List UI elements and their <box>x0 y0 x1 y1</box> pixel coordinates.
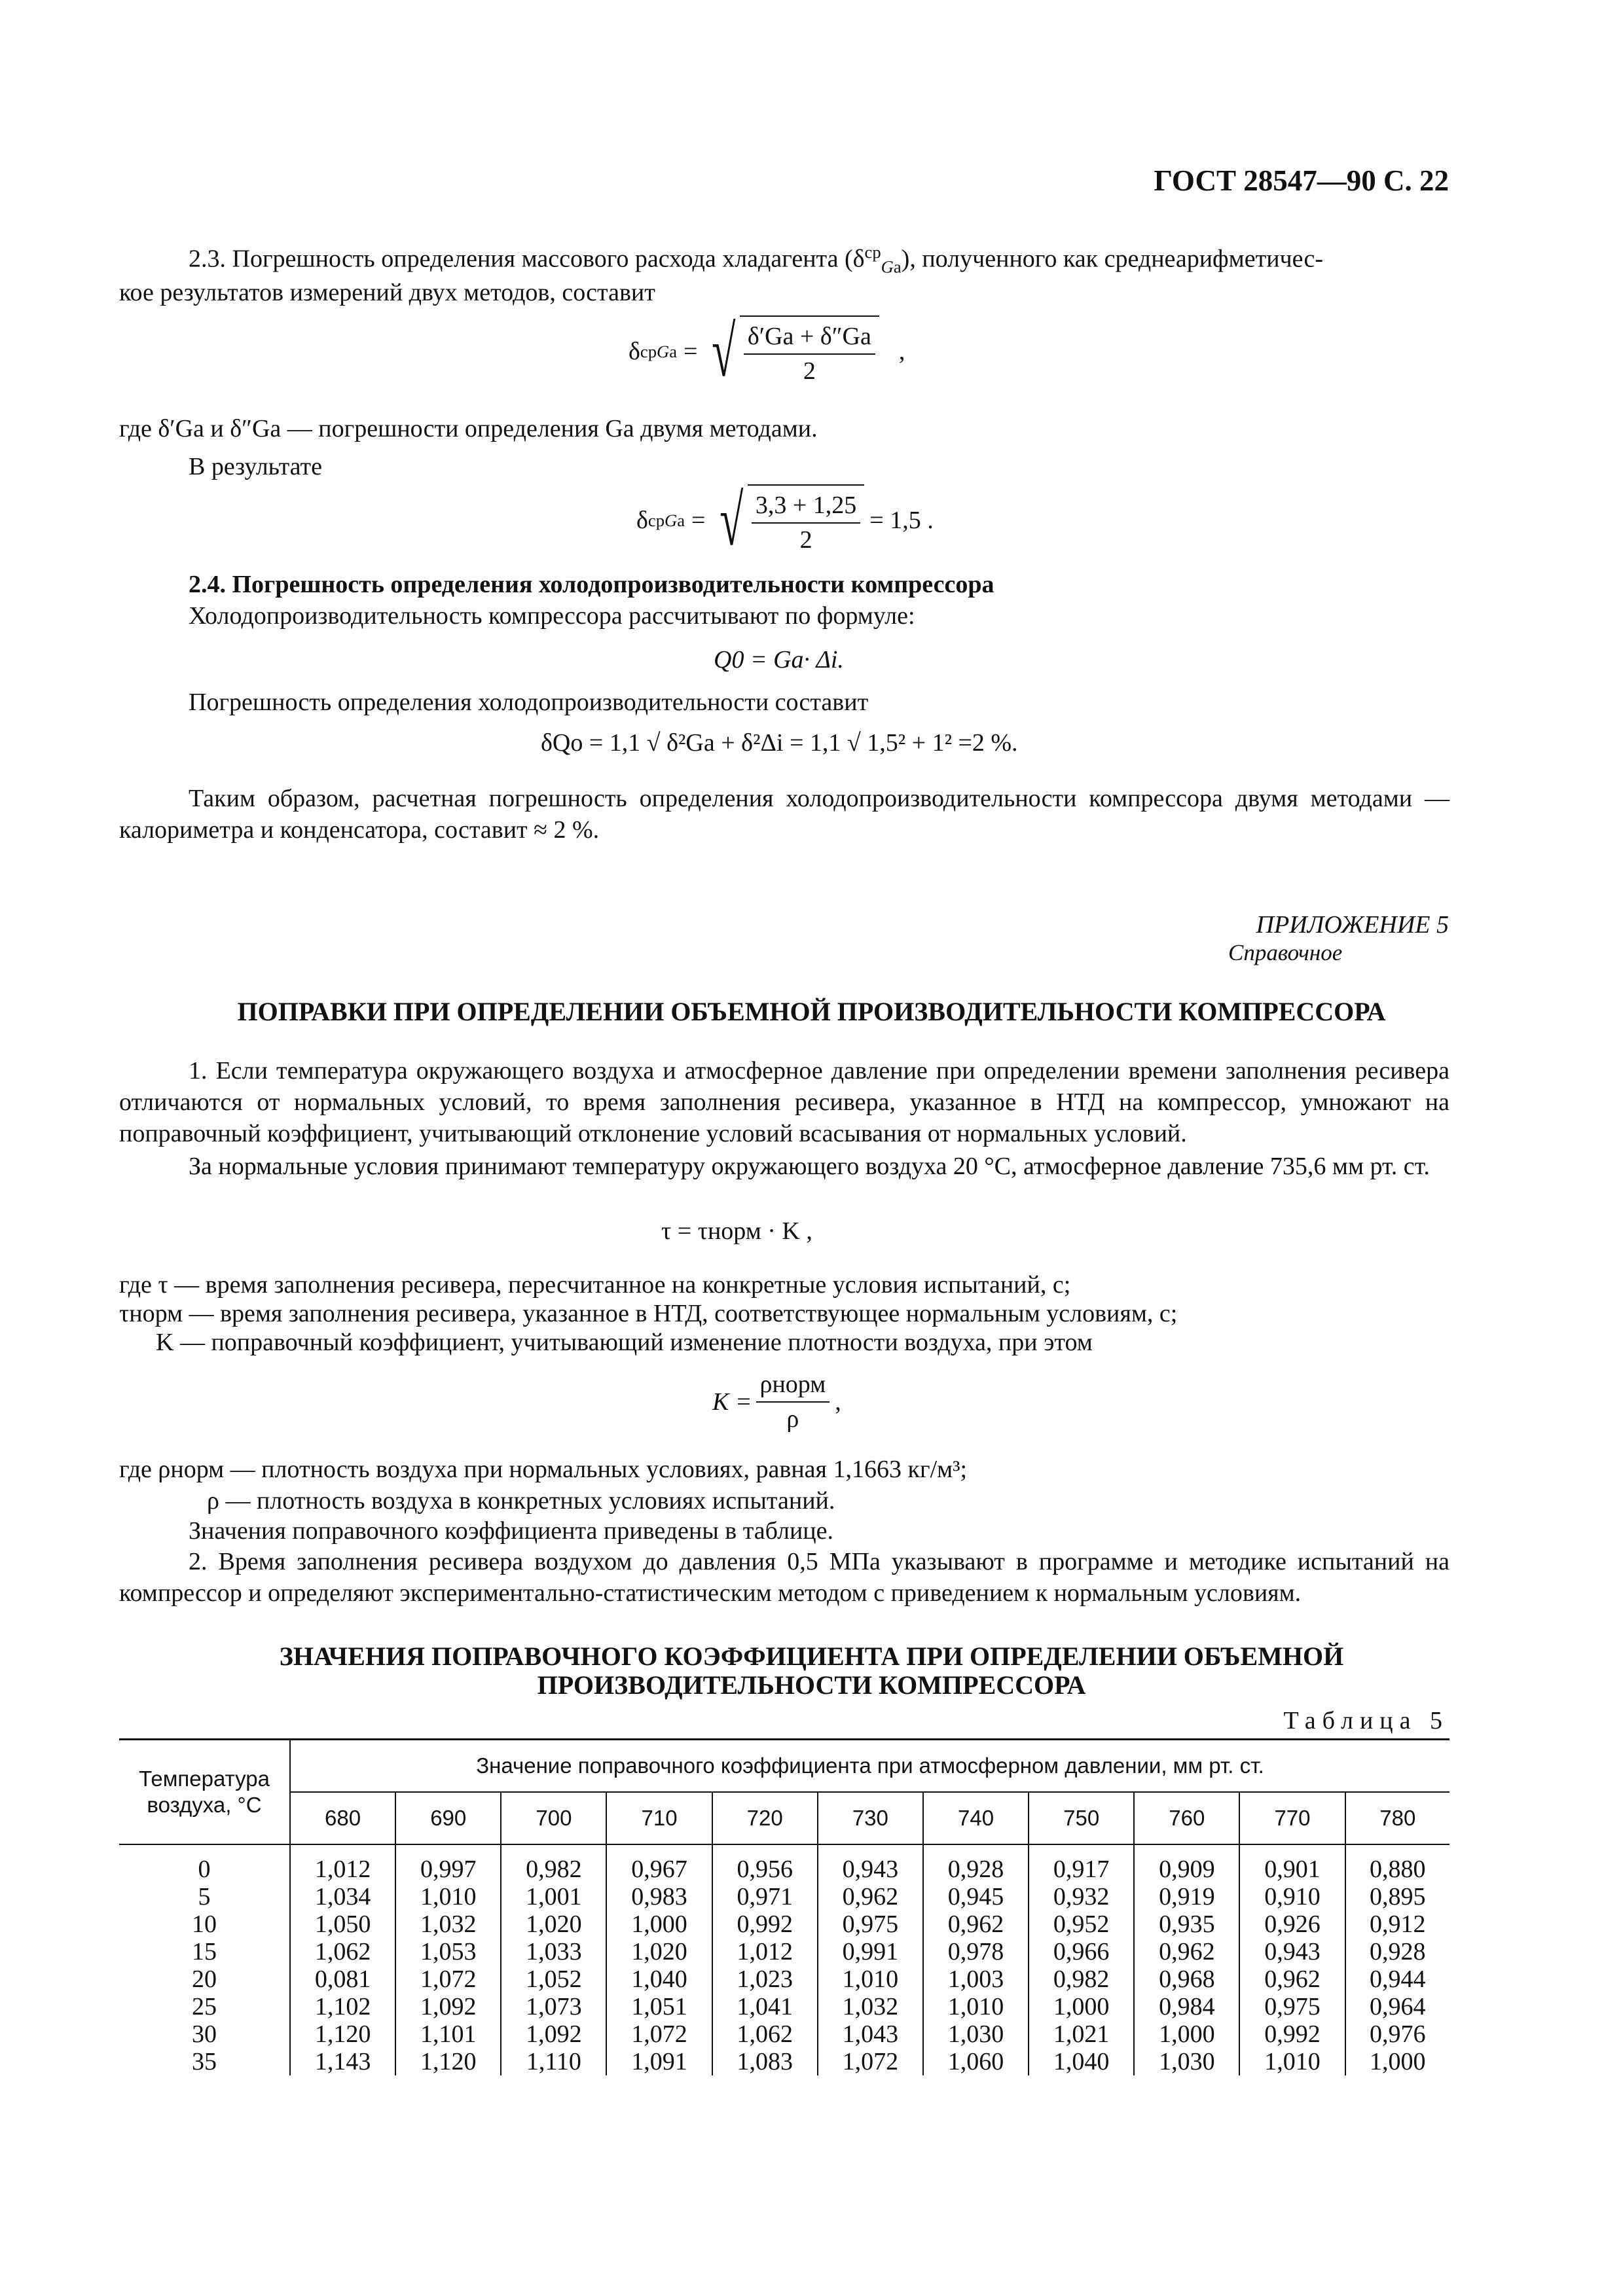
coefficient-cell: 1,110 <box>501 2048 606 2075</box>
temperature-cell: 25 <box>119 1993 290 2020</box>
coefficient-cell: 1,012 <box>290 1844 395 1883</box>
coefficient-cell: 0,962 <box>923 1910 1029 1938</box>
formula-avg-delta: δ ср Gа = √ $\frac{\delta'Gа + \delta''Gа}{2}$ , <box>629 312 905 391</box>
table-ref: Значения поправочного коэффициента приведены в таблице. <box>189 1517 834 1545</box>
s24-summary: Таким образом, расчетная погрешность определения холодопроизводительности компрессора двумя методами — калориметра и конденсатора, составит ≈ 2 %. <box>119 785 1450 844</box>
coefficient-cell: 0,962 <box>1134 1938 1239 1965</box>
formula-delta-q: δQo = 1,1 √ δ²Gа + δ²Δi = 1,1 √ 1,5² + 1² =2 %. <box>541 729 1018 757</box>
appendix-title: ПОПРАВКИ ПРИ ОПРЕДЕЛЕНИИ ОБЪЕМНОЙ ПРОИЗВОДИТЕЛЬНОСТИ КОМПРЕССОРА <box>237 997 1386 1026</box>
temperature-cell: 15 <box>119 1938 290 1965</box>
table-group-header: Значение поправочного коэффициента при атмосферном давлении, мм рт. ст. <box>290 1740 1450 1793</box>
s24-line1: Холодопроизводительность компрессора рассчитывают по формуле: <box>189 602 915 630</box>
appendix-p1: 1. Если температура окружающего воздуха и атмосферное давление при определении времени заполнения ресивера отличаются от нормальных условий, то время заполнения ресивера, указанное в НТД на компрессор, умножают на поправочный коэффициент, учитывающий отклонение условий всасывания от нормальных условий. <box>119 1057 1450 1147</box>
temperature-cell: 30 <box>119 2020 290 2048</box>
coefficient-cell: 0,945 <box>923 1883 1029 1910</box>
coefficient-cell: 0,982 <box>501 1844 606 1883</box>
s23-result-label: В результате <box>189 453 322 480</box>
coefficient-cell: 0,992 <box>712 1910 818 1938</box>
coefficient-cell: 1,033 <box>501 1938 606 1965</box>
formula-tau: τ = τнорм · K , <box>661 1217 812 1245</box>
pressure-header: 760 <box>1134 1792 1239 1844</box>
page-header: ГОСТ 28547—90 С. 22 <box>1154 164 1449 197</box>
table-pressure-row <box>119 1792 1450 1844</box>
temperature-cell: 35 <box>119 2048 290 2075</box>
def-tau: где τ — время заполнения ресивера, пересчитанное на конкретные условия испытаний, с; <box>119 1271 1071 1299</box>
coefficient-cell: 0,943 <box>818 1844 923 1883</box>
temperature-cell: 10 <box>119 1910 290 1938</box>
s23-line1: 2.3. Погрешность определения массового расхода хладагента $(\delta^{ср}_{Gа})$, полученного как среднеарифметичес- <box>189 242 1323 277</box>
formula-result: δ ср Gа = √ $\frac{3,3 + 1,25}{2}$ = 1,5 . <box>636 480 934 560</box>
table-body <box>119 1844 1450 2075</box>
table-label: Таблица 5 <box>1283 1707 1449 1734</box>
coefficient-cell: 0,983 <box>606 1883 712 1910</box>
s24-line2: Погрешность определения холодопроизводительности составит <box>189 689 869 716</box>
coefficient-cell: 0,952 <box>1029 1910 1134 1938</box>
coefficient-cell: 1,041 <box>712 1993 818 2020</box>
coefficient-cell: 1,053 <box>395 1938 501 1965</box>
coefficient-cell: 0,984 <box>1134 1993 1239 2020</box>
coefficient-cell: 1,010 <box>1239 2048 1345 2075</box>
pressure-header: 770 <box>1239 1792 1345 1844</box>
coefficient-cell: 0,928 <box>1345 1938 1450 1965</box>
coefficient-cell: 0,962 <box>818 1883 923 1910</box>
coefficient-cell: 0,956 <box>712 1844 818 1883</box>
coefficient-cell: 0,991 <box>818 1938 923 1965</box>
coefficient-cell: 1,021 <box>1029 2020 1134 2048</box>
appendix-p2: За нормальные условия принимают температуру окружающего воздуха 20 °С, атмосферное давление 735,6 мм рт. ст. <box>189 1153 1430 1180</box>
coefficient-cell: 0,967 <box>606 1844 712 1883</box>
coefficient-cell: 1,072 <box>818 2048 923 2075</box>
s24-heading: 2.4. Погрешность определения холодопроизводительности компрессора <box>189 571 994 598</box>
coefficient-cell: 1,120 <box>290 2020 395 2048</box>
coefficient-cell: 0,912 <box>1345 1910 1450 1938</box>
coefficient-cell: 1,032 <box>395 1910 501 1938</box>
pressure-header: 720 <box>712 1792 818 1844</box>
coefficient-cell: 1,023 <box>712 1965 818 1993</box>
coefficient-cell: 1,000 <box>1029 1993 1134 2020</box>
coefficient-cell: 1,032 <box>818 1993 923 2020</box>
coefficient-cell: 0,880 <box>1345 1844 1450 1883</box>
coefficient-cell: 0,978 <box>923 1938 1029 1965</box>
table-title-line2: ПРОИЗВОДИТЕЛЬНОСТИ КОМПРЕССОРА <box>537 1670 1086 1700</box>
coefficient-cell: 1,072 <box>395 1965 501 1993</box>
pressure-header: 740 <box>923 1792 1029 1844</box>
s23-where: где δ′Gа и δ″Gа — погрешности определения Gа двумя методами. <box>119 415 818 442</box>
coefficient-cell: 1,010 <box>395 1883 501 1910</box>
coefficient-cell: 0,932 <box>1029 1883 1134 1910</box>
coefficient-cell: 0,976 <box>1345 2020 1450 2048</box>
coefficient-cell: 1,020 <box>606 1938 712 1965</box>
coefficient-cell: 1,000 <box>1134 2020 1239 2048</box>
coefficient-cell: 0,917 <box>1029 1844 1134 1883</box>
coefficient-cell: 1,120 <box>395 2048 501 2075</box>
temperature-cell: 0 <box>119 1844 290 1883</box>
def-rho: ρ — плотность воздуха в конкретных условиях испытаний. <box>207 1487 835 1515</box>
coefficient-cell: 1,034 <box>290 1883 395 1910</box>
coefficient-cell: 1,051 <box>606 1993 712 2020</box>
pressure-header: 680 <box>290 1792 395 1844</box>
coefficient-cell: 1,003 <box>923 1965 1029 1993</box>
coefficient-cell: 0,928 <box>923 1844 1029 1883</box>
coefficient-cell: 0,943 <box>1239 1938 1345 1965</box>
pressure-header: 780 <box>1345 1792 1450 1844</box>
coefficient-cell: 1,102 <box>290 1993 395 2020</box>
formula-q0: Q0 = Gа· Δi. <box>714 646 844 673</box>
coefficient-cell: 0,944 <box>1345 1965 1450 1993</box>
correction-table <box>119 1738 1450 2075</box>
table-row <box>119 2020 1450 2048</box>
table-row <box>119 1938 1450 1965</box>
coefficient-cell: 1,043 <box>818 2020 923 2048</box>
coefficient-cell: 0,971 <box>712 1883 818 1910</box>
coefficient-cell: 1,083 <box>712 2048 818 2075</box>
coefficient-cell: 0,081 <box>290 1965 395 1993</box>
coefficient-cell: 1,060 <box>923 2048 1029 2075</box>
pressure-header: 700 <box>501 1792 606 1844</box>
coefficient-cell: 1,040 <box>606 1965 712 1993</box>
coefficient-cell: 0,910 <box>1239 1883 1345 1910</box>
table-row <box>119 1993 1450 2020</box>
coefficient-cell: 1,091 <box>606 2048 712 2075</box>
coefficient-cell: 1,062 <box>290 1938 395 1965</box>
coefficient-cell: 1,010 <box>818 1965 923 1993</box>
coefficient-cell: 0,919 <box>1134 1883 1239 1910</box>
formula-k: K = $\frac{\text{ρнорм}}{\rho}$ , <box>712 1371 841 1433</box>
table-col-temperature: Температура воздуха, °С <box>119 1740 290 1845</box>
coefficient-cell: 1,050 <box>290 1910 395 1938</box>
table-row <box>119 1883 1450 1910</box>
coefficient-cell: 0,992 <box>1239 2020 1345 2048</box>
coefficient-cell: 0,926 <box>1239 1910 1345 1938</box>
s23-line2: кое результатов измерений двух методов, составит <box>119 279 655 306</box>
coefficient-cell: 0,975 <box>1239 1993 1345 2020</box>
appendix-sublabel: Справочное <box>1228 940 1343 965</box>
appendix-p3: 2. Время заполнения ресивера воздухом до давления 0,5 МПа указывают в программе и методике испытаний на компрессор и определяют экспериментально-статистическим методом с приведением к нормальным условиям. <box>119 1548 1450 1607</box>
coefficient-cell: 0,895 <box>1345 1883 1450 1910</box>
def-tau-norm: τнорм — время заполнения ресивера, указанное в НТД, соответствующее нормальным условиям, с; <box>119 1300 1178 1327</box>
coefficient-cell: 1,101 <box>395 2020 501 2048</box>
coefficient-cell: 1,040 <box>1029 2048 1134 2075</box>
coefficient-cell: 1,072 <box>606 2020 712 2048</box>
pressure-header: 750 <box>1029 1792 1134 1844</box>
appendix-label: ПРИЛОЖЕНИЕ 5 <box>1256 911 1449 939</box>
coefficient-cell: 1,143 <box>290 2048 395 2075</box>
coefficient-cell: 1,012 <box>712 1938 818 1965</box>
temperature-cell: 5 <box>119 1883 290 1910</box>
coefficient-cell: 1,000 <box>606 1910 712 1938</box>
coefficient-cell: 1,073 <box>501 1993 606 2020</box>
coefficient-cell: 1,010 <box>923 1993 1029 2020</box>
pressure-header: 710 <box>606 1792 712 1844</box>
pressure-header: 730 <box>818 1792 923 1844</box>
coefficient-cell: 0,975 <box>818 1910 923 1938</box>
def-k: K — поправочный коэффициент, учитывающий изменение плотности воздуха, при этом <box>156 1329 1093 1356</box>
coefficient-cell: 0,909 <box>1134 1844 1239 1883</box>
pressure-header: 690 <box>395 1792 501 1844</box>
coefficient-cell: 1,000 <box>1345 2048 1450 2075</box>
coefficient-cell: 0,962 <box>1239 1965 1345 1993</box>
coefficient-cell: 1,092 <box>501 2020 606 2048</box>
coefficient-cell: 0,964 <box>1345 1993 1450 2020</box>
coefficient-cell: 1,030 <box>923 2020 1029 2048</box>
def-rho-norm: где ρнорм — плотность воздуха при нормальных условиях, равная 1,1663 кг/м³; <box>119 1456 968 1483</box>
table-row <box>119 1910 1450 1938</box>
coefficient-cell: 1,001 <box>501 1883 606 1910</box>
coefficient-cell: 1,030 <box>1134 2048 1239 2075</box>
coefficient-cell: 0,901 <box>1239 1844 1345 1883</box>
coefficient-cell: 0,968 <box>1134 1965 1239 1993</box>
table-title-line1: ЗНАЧЕНИЯ ПОПРАВОЧНОГО КОЭФФИЦИЕНТА ПРИ ОПРЕДЕЛЕНИИ ОБЪЕМНОЙ <box>279 1641 1344 1671</box>
coefficient-cell: 1,020 <box>501 1910 606 1938</box>
table-row <box>119 1965 1450 1993</box>
table-row <box>119 1844 1450 1883</box>
table-row <box>119 2048 1450 2075</box>
temperature-cell: 20 <box>119 1965 290 1993</box>
coefficient-cell: 0,966 <box>1029 1938 1134 1965</box>
coefficient-cell: 1,062 <box>712 2020 818 2048</box>
coefficient-cell: 0,997 <box>395 1844 501 1883</box>
coefficient-cell: 1,052 <box>501 1965 606 1993</box>
coefficient-cell: 1,092 <box>395 1993 501 2020</box>
coefficient-cell: 0,935 <box>1134 1910 1239 1938</box>
coefficient-cell: 0,982 <box>1029 1965 1134 1993</box>
